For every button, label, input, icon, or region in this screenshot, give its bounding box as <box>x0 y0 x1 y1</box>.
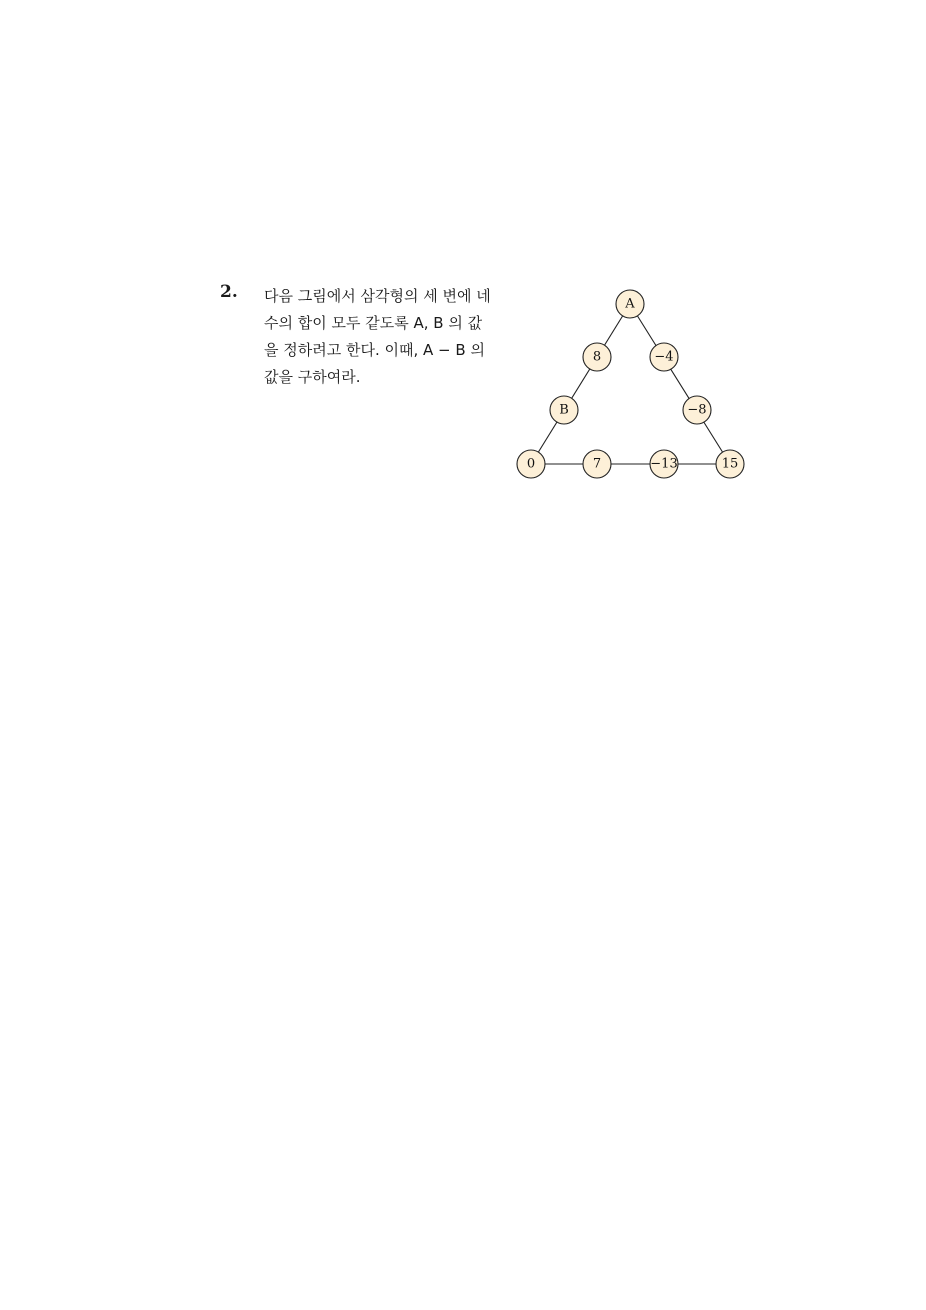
triangle-diagram <box>500 280 760 490</box>
node-left-upper <box>583 343 611 371</box>
node-bottom-mid-left-label: 7 <box>592 456 602 472</box>
node-right-upper-label: −4 <box>654 349 674 365</box>
node-top <box>616 290 644 318</box>
node-right-upper <box>650 343 678 371</box>
node-bottom-right-label: 15 <box>721 456 739 472</box>
triangle-left-edge <box>531 304 630 464</box>
problem-number: 2. <box>220 282 238 302</box>
node-left-lower <box>550 396 578 424</box>
node-left-upper-label: 8 <box>592 349 602 365</box>
problem-text-line: 을 정하려고 한다. 이때, A − B 의 <box>264 341 485 359</box>
node-bottom-right <box>716 450 744 478</box>
node-left-lower-label: B <box>559 402 569 418</box>
node-right-lower-label: −8 <box>687 402 707 418</box>
node-right-lower <box>683 396 711 424</box>
problem-text-line: 다음 그림에서 삼각형의 세 변에 네 <box>264 287 491 305</box>
problem-text <box>264 283 504 391</box>
node-bottom-mid-right-label: −13 <box>650 456 678 472</box>
node-bottom-mid-left <box>583 450 611 478</box>
node-bottom-left-label: 0 <box>526 456 536 472</box>
triangle-right-edge <box>630 304 730 464</box>
node-bottom-left <box>517 450 545 478</box>
node-bottom-mid-right <box>650 450 678 478</box>
node-top-label: A <box>625 296 635 312</box>
triangle-figure <box>500 280 760 490</box>
problem-text-line: 수의 합이 모두 같도록 A, B 의 값 <box>264 314 483 332</box>
problem-text-line: 값을 구하여라. <box>264 368 361 386</box>
